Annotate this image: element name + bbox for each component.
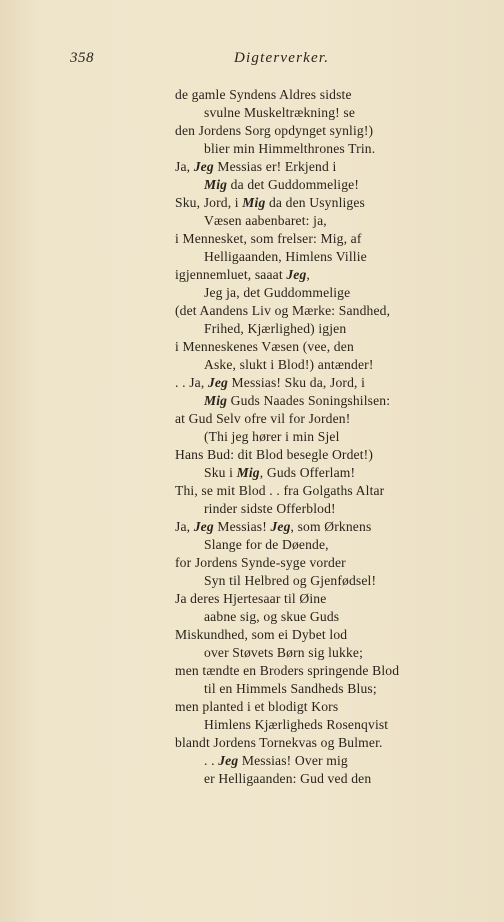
poem-line: Slange for de Døende, bbox=[204, 537, 329, 552]
poem-line: . . Jeg Messias! Over mig bbox=[204, 753, 348, 768]
poem-line: Ja deres Hjertesaar til Øine bbox=[175, 591, 327, 606]
poem-line: Mig Guds Naades Soningshilsen: bbox=[204, 393, 391, 408]
poem-line: igjennemluet, saaat Jeg, bbox=[175, 267, 310, 282]
poem-line: Væsen aabenbaret: ja, bbox=[204, 213, 327, 228]
poem-line: den Jordens Sorg opdynget synlig!) bbox=[175, 123, 374, 138]
poem-line: for Jordens Synde-syge vorder bbox=[175, 555, 346, 570]
poem-line: Ja, Jeg Messias! Jeg, som Ørknens bbox=[175, 519, 372, 534]
poem-line: Sku i Mig, Guds Offerlam! bbox=[204, 465, 356, 480]
page-number: 358 bbox=[70, 50, 94, 66]
poem-line: Ja, Jeg Messias er! Erkjend i bbox=[175, 159, 337, 174]
poem-line: Sku, Jord, i Mig da den Usynliges bbox=[175, 195, 365, 210]
poem-line: rinder sidste Offerblod! bbox=[204, 501, 336, 516]
poem-line: i Menneskenes Væsen (vee, den bbox=[175, 339, 354, 354]
poem-line: Himlens Kjærligheds Rosenqvist bbox=[204, 717, 389, 732]
poem-line: i Mennesket, som frelser: Mig, af bbox=[175, 231, 362, 246]
poem-line: . . Ja, Jeg Messias! Sku da, Jord, i bbox=[175, 375, 366, 390]
poem-line: Syn til Helbred og Gjenfødsel! bbox=[204, 573, 377, 588]
poem-line: er Helligaanden: Gud ved den bbox=[204, 771, 372, 786]
poem-line: svulne Muskeltrækning! se bbox=[204, 105, 356, 120]
poem-line: (det Aandens Liv og Mærke: Sandhed, bbox=[175, 303, 391, 318]
poem-line: Miskundhed, som ei Dybet lod bbox=[175, 627, 348, 642]
poem-line: Aske, slukt i Blod!) antænder! bbox=[204, 357, 374, 372]
poem-line: Thi, se mit Blod . . fra Golgaths Altar bbox=[175, 483, 385, 498]
poem-line: at Gud Selv ofre vil for Jorden! bbox=[175, 411, 351, 426]
poem-line: (Thi jeg hører i min Sjel bbox=[204, 429, 340, 444]
poem-line: Helligaanden, Himlens Villie bbox=[204, 249, 367, 264]
running-title: Digterverker. bbox=[234, 50, 330, 66]
poem-line: Jeg ja, det Guddommelige bbox=[204, 285, 351, 300]
poem-line: Frihed, Kjærlighed) igjen bbox=[204, 321, 347, 336]
poem-line: men tændte en Broders springende Blod bbox=[175, 663, 400, 678]
poem-line: til en Himmels Sandheds Blus; bbox=[204, 681, 377, 696]
poem-line: Hans Bud: dit Blod besegle Ordet!) bbox=[175, 447, 374, 462]
page-header bbox=[0, 48, 504, 72]
poem-line: aabne sig, og skue Guds bbox=[204, 609, 340, 624]
poem-line: blandt Jordens Tornekvas og Bulmer. bbox=[175, 735, 383, 750]
poem-line: men planted i et blodigt Kors bbox=[175, 699, 339, 714]
poem-line: Mig da det Guddommelige! bbox=[204, 177, 360, 192]
poem-line: over Støvets Børn sig lukke; bbox=[204, 645, 364, 660]
poem-line: de gamle Syndens Aldres sidste bbox=[175, 87, 352, 102]
poem-line: blier min Himmelthrones Trin. bbox=[204, 141, 376, 156]
